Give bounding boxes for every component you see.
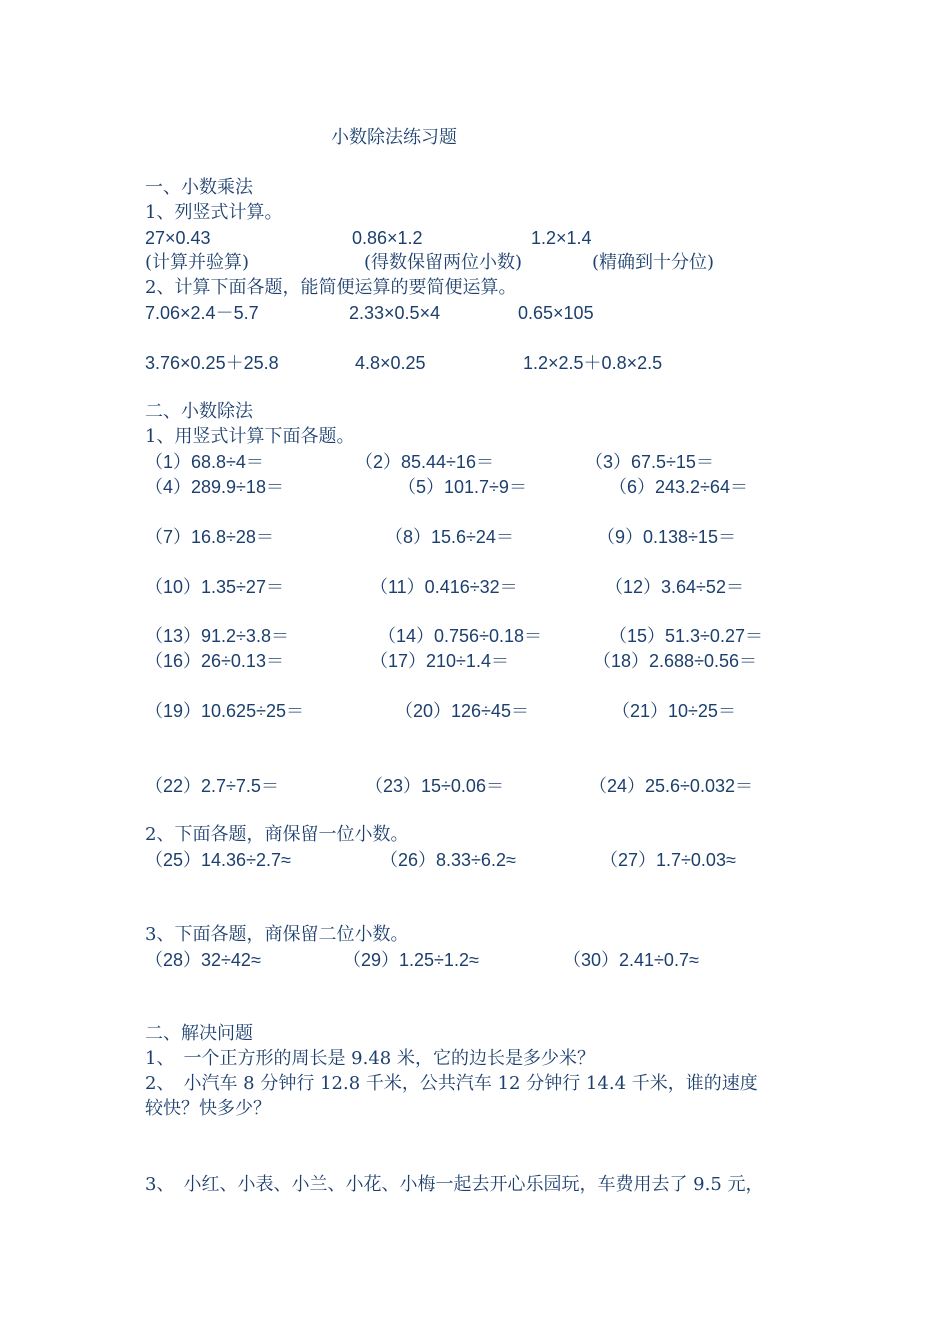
division-item: （17）210÷1.4＝ [370,651,509,671]
division-item: （29）1.25÷1.2≈ [343,950,479,970]
division-item: （19）10.625÷25＝ [145,701,304,721]
question-3-label: 3、下面各题，商保留二位小数。 [145,924,409,945]
division-item: （21）10÷25＝ [612,701,736,721]
division-item: （2）85.44÷16＝ [355,452,494,472]
division-item: （18）2.688÷0.56＝ [593,651,757,671]
question-2-label: 2、下面各题，商保留一位小数。 [145,824,409,845]
instruction-note: (得数保留两位小数) [364,252,523,273]
division-item: （15）51.3÷0.27＝ [609,626,763,646]
page-title: 小数除法练习题 [331,127,457,148]
division-item: （26）8.33÷6.2≈ [380,850,516,870]
division-item: （14）0.756÷0.18＝ [378,626,542,646]
section-heading-division: 二、小数除法 [145,401,253,422]
division-item: （16）26÷0.13＝ [145,651,284,671]
division-item: （25）14.36÷2.7≈ [145,850,291,870]
division-item: （8）15.6÷24＝ [385,527,514,547]
division-item: （10）1.35÷27＝ [145,577,284,597]
expression: 27×0.43 [145,228,211,248]
instruction-note: (计算并验算) [145,252,250,273]
question-1-label: 1、列竖式计算。 [145,202,283,223]
expression: 1.2×2.5＋0.8×2.5 [523,353,663,373]
question-2-label: 2、计算下面各题，能简便运算的要简便运算。 [145,277,517,298]
division-item: （24）25.6÷0.032＝ [589,776,753,796]
division-item: （1）68.8÷4＝ [145,452,264,472]
division-item: （13）91.2÷3.8＝ [145,626,289,646]
division-item: （22）2.7÷7.5＝ [145,776,279,796]
expression: 2.33×0.5×4 [349,303,441,323]
division-item: （23）15÷0.06＝ [365,776,504,796]
question-1-label: 1、用竖式计算下面各题。 [145,426,355,447]
section-heading-multiplication: 一、小数乘法 [145,177,253,198]
expression: 7.06×2.4－5.7 [145,303,259,323]
division-item: （12）3.64÷52＝ [605,577,744,597]
expression: 1.2×1.4 [531,228,592,248]
word-problem-3: 3、 小红、小表、小兰、小花、小梅一起去开心乐园玩，车费用去了 9.5 元， [145,1174,764,1195]
expression: 4.8×0.25 [355,353,426,373]
expression: 0.65×105 [518,303,594,323]
division-item: （27）1.7÷0.03≈ [600,850,736,870]
word-problem-2-continued: 较快？快多少？ [145,1098,271,1119]
division-item: （6）243.2÷64＝ [609,477,748,497]
division-item: （9）0.138÷15＝ [597,527,736,547]
division-item: （3）67.5÷15＝ [585,452,714,472]
expression: 3.76×0.25＋25.8 [145,353,279,373]
expression: 0.86×1.2 [352,228,423,248]
section-heading-word-problems: 二、解决问题 [145,1023,253,1044]
instruction-note: (精确到十分位) [592,252,715,273]
word-problem-1: 1、 一个正方形的周长是 9.48 米，它的边长是多少米？ [145,1048,595,1069]
division-item: （30）2.41÷0.7≈ [563,950,699,970]
division-item: （28）32÷42≈ [145,950,261,970]
division-item: （5）101.7÷9＝ [398,477,527,497]
division-item: （4）289.9÷18＝ [145,477,284,497]
word-problem-2: 2、 小汽车 8 分钟行 12.8 千米，公共汽车 12 分钟行 14.4 千米，谁的速度 [145,1073,758,1094]
division-item: （7）16.8÷28＝ [145,527,274,547]
division-item: （20）126÷45＝ [395,701,529,721]
division-item: （11）0.416÷32＝ [370,577,518,597]
